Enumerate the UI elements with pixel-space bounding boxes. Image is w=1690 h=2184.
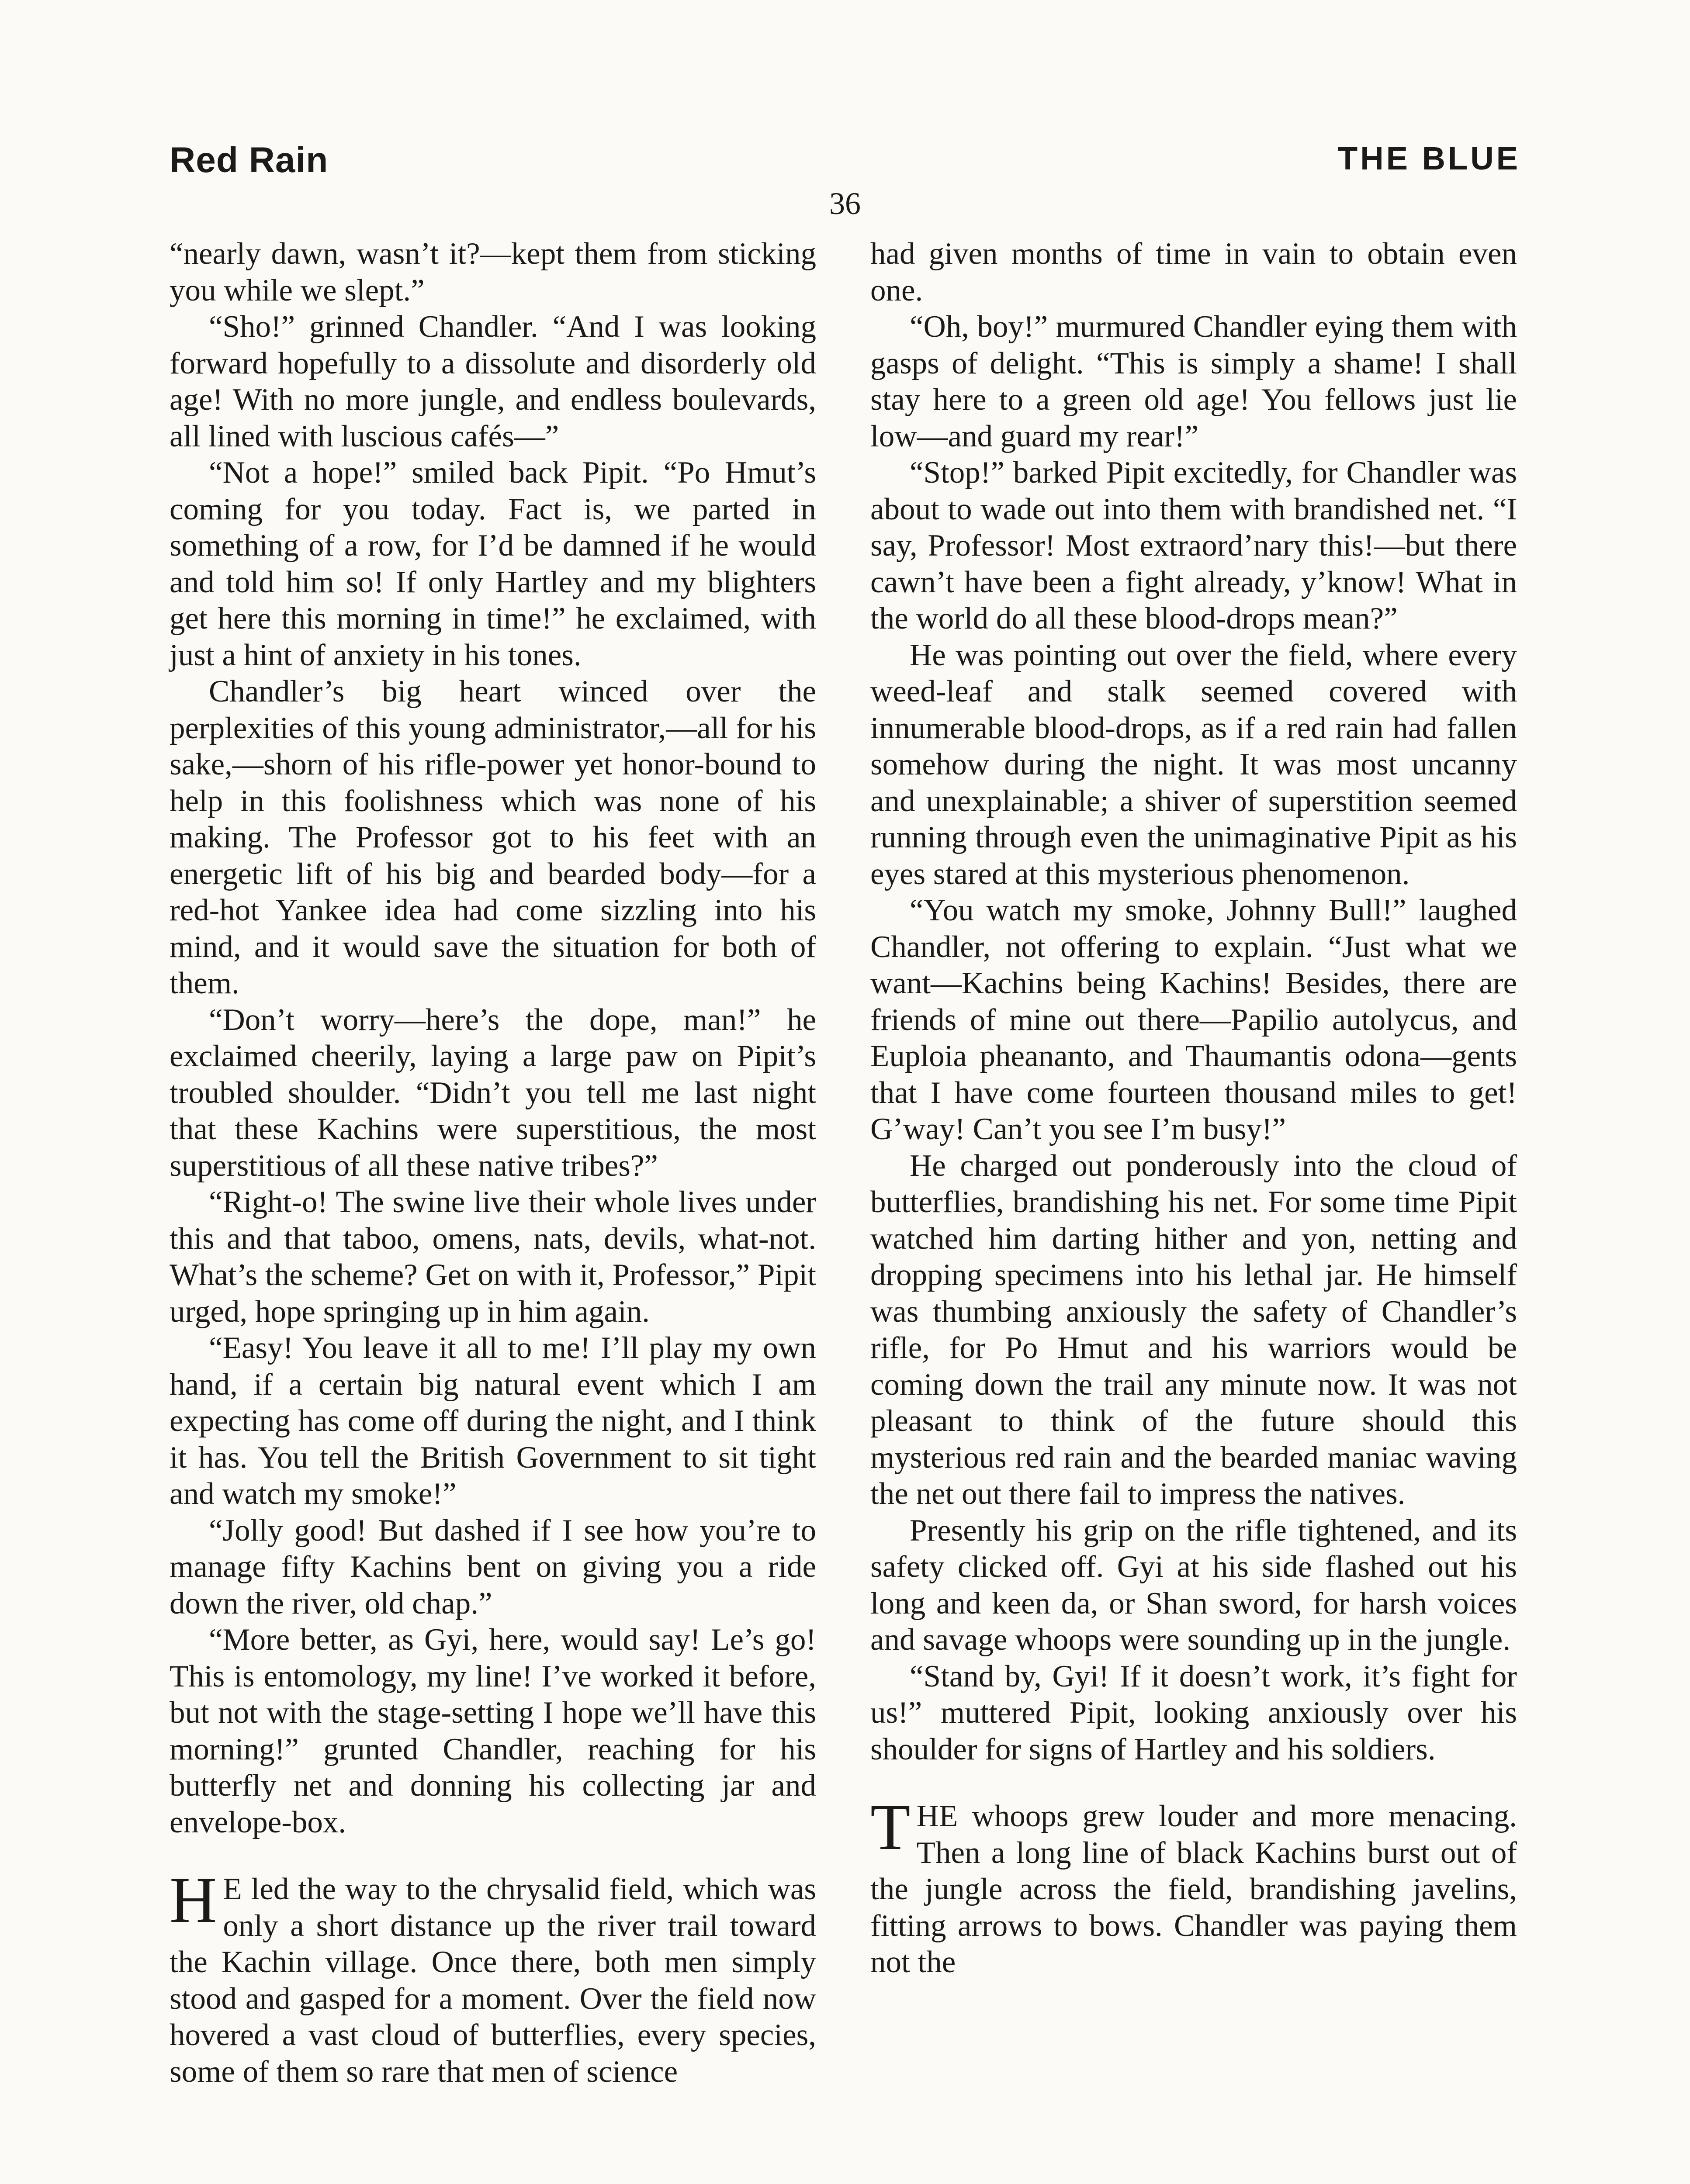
right-column bbox=[870, 236, 1517, 1981]
page-number: 36 bbox=[829, 186, 861, 221]
paragraph: He charged out ponderously into the cloud of butterflies, brandishing his net. For some time Pipit watched him darting hither and yon, netting and dropping specimens into his lethal jar. He himself was thumbing anxiously the safety of Chandler’s rifle, for Po Hmut and his warriors would be coming down the trail any minute now. It was not pleasant to think of the future should this mysterious red rain and the bearded maniac waving the net out there fail to impress the natives. bbox=[870, 1148, 1517, 1511]
paragraph: “Not a hope!” smiled back Pipit. “Po Hmut’s coming for you today. Fact is, we parted in something of a row, for I’d be damned if he would and told him so! If only Hartley and my blighters get here this morning in time!” he exclaimed, with just a hint of anxiety in his tones. bbox=[170, 456, 816, 672]
paragraph: “Jolly good! But dashed if I see how you’re to manage fifty Kachins bent on giving you a ride down the river, old chap.” bbox=[170, 1513, 816, 1621]
paragraph: Presently his grip on the rifle tightened, and its safety clicked off. Gyi at his side flashed out his long and keen da, or Shan sword, for harsh voices and savage whoops were sounding up in the jungle. bbox=[870, 1513, 1517, 1657]
paragraph: had given months of time in vain to obtain even one. bbox=[870, 237, 1517, 308]
paragraph: Chandler’s big heart winced over the perplexities of this young administrator,—all for his sake,—shorn of his rifle-power yet honor-bound to help in this foolishness which was none of his making. The Professor got to his feet with an energetic lift of his big and bearded body—for a red-hot Yankee idea had come sizzling into his mind, and it would save the situation for both of them. bbox=[170, 674, 816, 1000]
paragraph: “Right-o! The swine live their whole lives under this and that taboo, omens, nats, devils, what-not. What’s the scheme? Get on with it, Professor,” Pipit urged, hope springing up in him again. bbox=[170, 1185, 816, 1329]
paragraph: “Sho!” grinned Chandler. “And I was looking forward hopefully to a dissolute and disorderly old age! With no more jungle, and endless boulevards, all lined with luscious cafés—” bbox=[170, 310, 816, 453]
running-head bbox=[170, 140, 1520, 192]
paragraph: “Easy! You leave it all to me! I’ll play my own hand, if a certain big natural event which I am expecting has come off during the night, and I think it has. You tell the British Government to sit tight and watch my smoke!” bbox=[170, 1331, 816, 1511]
paragraph: “nearly dawn, wasn’t it?—kept them from sticking you while we slept.” bbox=[170, 237, 816, 308]
paragraph: He was pointing out over the field, where every weed-leaf and stalk seemed covered with innumerable blood-drops, as if a red rain had fallen somehow during the night. It was most uncanny and unexplainable; a shiver of superstition seemed running through even the unimaginative Pipit as his eyes stared at this mysterious phenomenon. bbox=[870, 638, 1517, 891]
paragraph: “You watch my smoke, Johnny Bull!” laughed Chandler, not offering to explain. “Just what we want—Kachins being Kachins! Besides, there are friends of mine out there—Papilio autolycus, and Euploia pheananto, and Thaumantis odona—gents that I have come fourteen thousand miles to get! G’way! Can’t you see I’m busy!” bbox=[870, 893, 1517, 1146]
section-opening-paragraph: HE led the way to the chrysalid field, which was only a short distance up the river trail toward the Kachin village. Once there, both men simply stood and gasped for a moment. Over the field now hovered a vast cloud of butterflies, every species, some of them so rare that men of science bbox=[170, 1864, 816, 2089]
left-column bbox=[170, 236, 816, 2090]
paragraph: “More better, as Gyi, here, would say! Le’s go! This is entomology, my line! I’ve worked it before, but not with the stage-setting I hope we’ll have this morning!” grunted Chandler, reaching for his butterfly net and donning his collecting jar and envelope-box. bbox=[170, 1623, 816, 1839]
paragraph: “Oh, boy!” murmured Chandler eying them with gasps of delight. “This is simply a shame! I shall stay here to a green old age! You fellows just lie low—and guard my rear!” bbox=[870, 310, 1517, 453]
paragraph: “Don’t worry—here’s the dope, man!” he exclaimed cheerily, laying a large paw on Pipit’s troubled shoulder. “Didn’t you tell me last night that these Kachins were superstitious, the most superstitious of all these native tribes?” bbox=[170, 1002, 816, 1183]
section-opening-paragraph: THE whoops grew louder and more menacing. Then a long line of black Kachins burst out of the jungle across the field, brandishing javelins, fitting arrows to bows. Chandler was paying them not the bbox=[870, 1791, 1517, 1979]
paragraph: “Stand by, Gyi! If it doesn’t work, it’s fight for us!” muttered Pipit, looking anxiously over his shoulder for signs of Hartley and his soldiers. bbox=[870, 1659, 1517, 1766]
paragraph: “Stop!” barked Pipit excitedly, for Chandler was about to wade out into them with brandished net. “I say, Professor! Most extraord’nary this!—but there cawn’t have been a fight already, y’know! What in the world do all these blood-drops mean?” bbox=[870, 456, 1517, 636]
magazine-section-title: THE BLUE bbox=[1338, 140, 1520, 176]
story-title: Red Rain bbox=[170, 140, 329, 180]
